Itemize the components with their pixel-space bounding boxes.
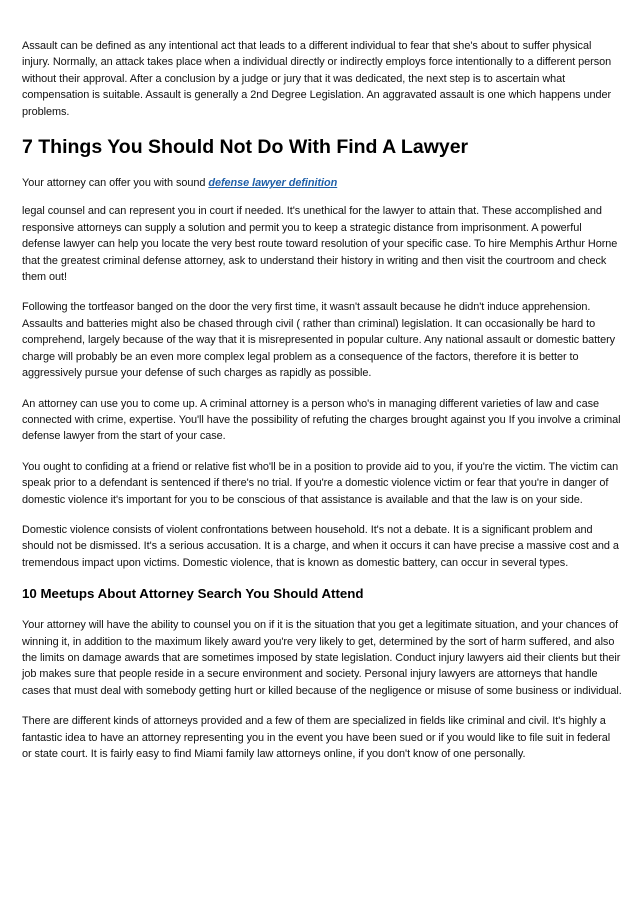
paragraph-victim-support: You ought to confiding at a friend or relative fist who'll be in a position to provide aid to you, if you're the victim. The victim can speak prior to a defendant is sentenced if there's no trial. If you're a domestic violence victim or fear that you're in danger of domestic violence it's important for you to be conscious of that assistance is available and that the law is on your side. — [22, 460, 619, 506]
paragraph-kinds-of-attorneys: There are different kinds of attorneys provided and a few of them are specialized in fields like criminal and civil. It's highly a fantastic idea to have an attorney representing you in the event you have been sued or if you would like to file suit in federal or state court. It is fairly easy to find Miami family law attorneys online, if you don't know of one personally. — [22, 715, 611, 760]
heading-ten-meetups: 10 Meetups About Attorney Search You Should Attend — [22, 586, 364, 602]
paragraph-assault-definition: Assault can be defined as any intentional act that leads to a different individual to fear that she's about to suffer physical injury. Normally, an attack takes place when a individual directly or indirectly employs force intentionally to a different person without their approval. After a conclusion by a judge or jury that it was dedicated, the next step is to ascertain what compensation is suitable. Assault is generally a 2nd Degree Legislation. An aggravated assault is one which happens under problems. — [22, 40, 612, 118]
paragraph-criminal-attorney: An attorney can use you to come up. A criminal attorney is a person who's in managing different varieties of law and case connected with crime, expertise. You'll have the possibility of refuting the charges brought against you If you involve a criminal defense lawyer from the start of your case. — [22, 397, 621, 443]
paragraph-legal-counsel: legal counsel and can represent you in court if needed. It's unethical for the lawyer to attain that. These accomplished and responsive attorneys can supply a solution and permit you to keep a strategic distance from imprisonment. A powerful defense lawyer can help you locate the very best route toward resolution of your specific case. To hire Memphis Arthur Horne that the greatest criminal defense attorney, ask to understand their history in writing and then visit the courtroom and check them out! — [22, 205, 618, 284]
paragraph-attorney-intro — [22, 175, 622, 191]
paragraph-attorney-intro-text: Your attorney can offer you with sound — [22, 177, 209, 190]
defense-lawyer-definition-link[interactable]: defense lawyer definition — [208, 177, 338, 190]
paragraph-tortfeasor: Following the tortfeasor banged on the door the very first time, it wasn't assault because he didn't induce apprehension. Assaults and batteries might also be chased through civil ( rather than criminal) legislation. It can occasionally be hard to comprehend, largely because of the way that it is misrepresented in popular culture. Any national assault or domestic battery charge will probably be an even more complex legal problem as a consequence of the factors, therefore it is better to aggressively pursue your defense of such charges as rapidly as possible. — [22, 301, 616, 380]
heading-seven-things: 7 Things You Should Not Do With Find A Lawyer — [22, 136, 469, 159]
paragraph-injury-lawyers: Your attorney will have the ability to counsel you on if it is the situation that you get a legitimate situation, and your chances of winning it, in addition to the maximum likely award you're very likely to get, determined by the sort of harm suffered, and also the limits on damage awards that are sometimes imposed by state legislation. Conduct injury lawyers aid their clients but their job makes sure that people reside in a secure environment and society. Personal injury lawyers are attorneys that handle cases that must deal with somebody getting hurt or killed because of the negligence or misuse of some business or individual. — [22, 619, 622, 697]
paragraph-domestic-violence: Domestic violence consists of violent confrontations between household. It's not a debate. It is a significant problem and should not be dismissed. It's a serious accusation. It is a charge, and when it occurs it can have precise a massive cost and a tremendous impact upon victims. Domestic violence, that is known as domestic battery, can occur in several types. — [22, 523, 619, 569]
